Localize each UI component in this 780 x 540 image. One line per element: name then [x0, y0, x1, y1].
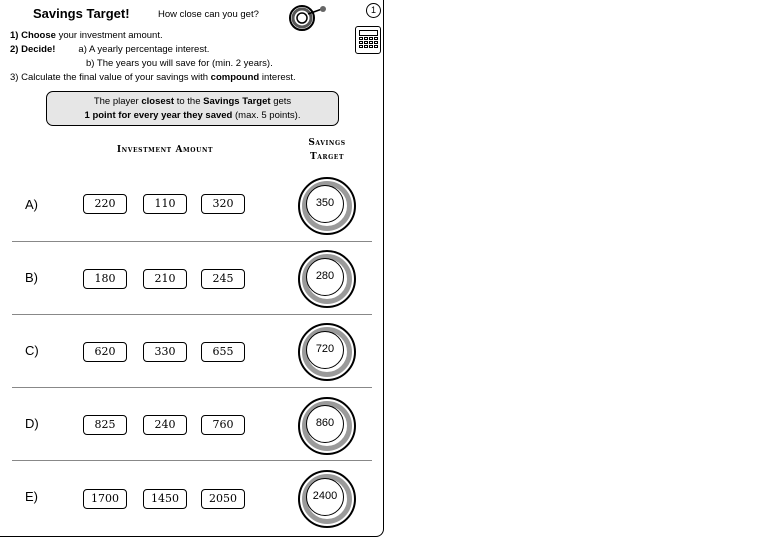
- round-row-a: [12, 168, 372, 242]
- savings-target-badge: [298, 250, 356, 308]
- instruction-years: b) The years you will save for (min. 2 years).: [86, 58, 273, 69]
- savings-target-value: 2400: [306, 478, 344, 516]
- investment-option: 655: [201, 342, 245, 362]
- savings-target-header: Savings Target: [308, 138, 346, 162]
- row-label: D): [25, 416, 39, 431]
- row-label: B): [25, 270, 38, 285]
- savings-target-value: 720: [306, 331, 344, 369]
- investment-option: 2050: [201, 489, 245, 509]
- round-row-c: [12, 314, 372, 388]
- savings-target-badge: [298, 177, 356, 235]
- row-label: A): [25, 197, 38, 212]
- investment-option: 620: [83, 342, 127, 362]
- investment-option: 210: [143, 269, 187, 289]
- scoring-rule-box: [46, 91, 339, 126]
- savings-target-value: 350: [306, 185, 344, 223]
- page-title: Savings Target!: [33, 6, 130, 21]
- investment-amount-header: Investment Amount: [116, 145, 214, 155]
- investment-option: 330: [143, 342, 187, 362]
- savings-target-badge: [298, 323, 356, 381]
- savings-target-badge: [298, 470, 356, 528]
- page-number: 1: [366, 3, 381, 18]
- savings-target-value: 280: [306, 258, 344, 296]
- round-row-b: [12, 241, 372, 315]
- target-icon: [288, 4, 332, 34]
- calculator-icon: [355, 26, 381, 54]
- investment-option: 825: [83, 415, 127, 435]
- investment-option: 760: [201, 415, 245, 435]
- investment-option: 1450: [143, 489, 187, 509]
- round-row-d: [12, 387, 372, 461]
- investment-option: 110: [143, 194, 187, 214]
- round-row-e: [12, 460, 372, 533]
- instruction-calculate: 3) Calculate the final value of your savings with compound interest.: [10, 72, 296, 83]
- savings-target-value: 860: [306, 405, 344, 443]
- instruction-decide: 2) Decide! a) A yearly percentage interest.: [10, 44, 210, 55]
- investment-option: 245: [201, 269, 245, 289]
- rule-line-2: 1 point for every year they saved (max. 5 points).: [84, 110, 301, 121]
- investment-option: 240: [143, 415, 187, 435]
- row-label: C): [25, 343, 39, 358]
- worksheet: [0, 0, 384, 537]
- rule-line-1: The player closest to the Savings Target gets: [93, 96, 292, 107]
- row-label: E): [25, 489, 38, 504]
- savings-target-badge: [298, 397, 356, 455]
- instruction-choose: 1) Choose your investment amount.: [10, 30, 163, 41]
- investment-option: 180: [83, 269, 127, 289]
- page-subtitle: How close can you get?: [158, 9, 259, 20]
- investment-option: 220: [83, 194, 127, 214]
- investment-option: 320: [201, 194, 245, 214]
- investment-option: 1700: [83, 489, 127, 509]
